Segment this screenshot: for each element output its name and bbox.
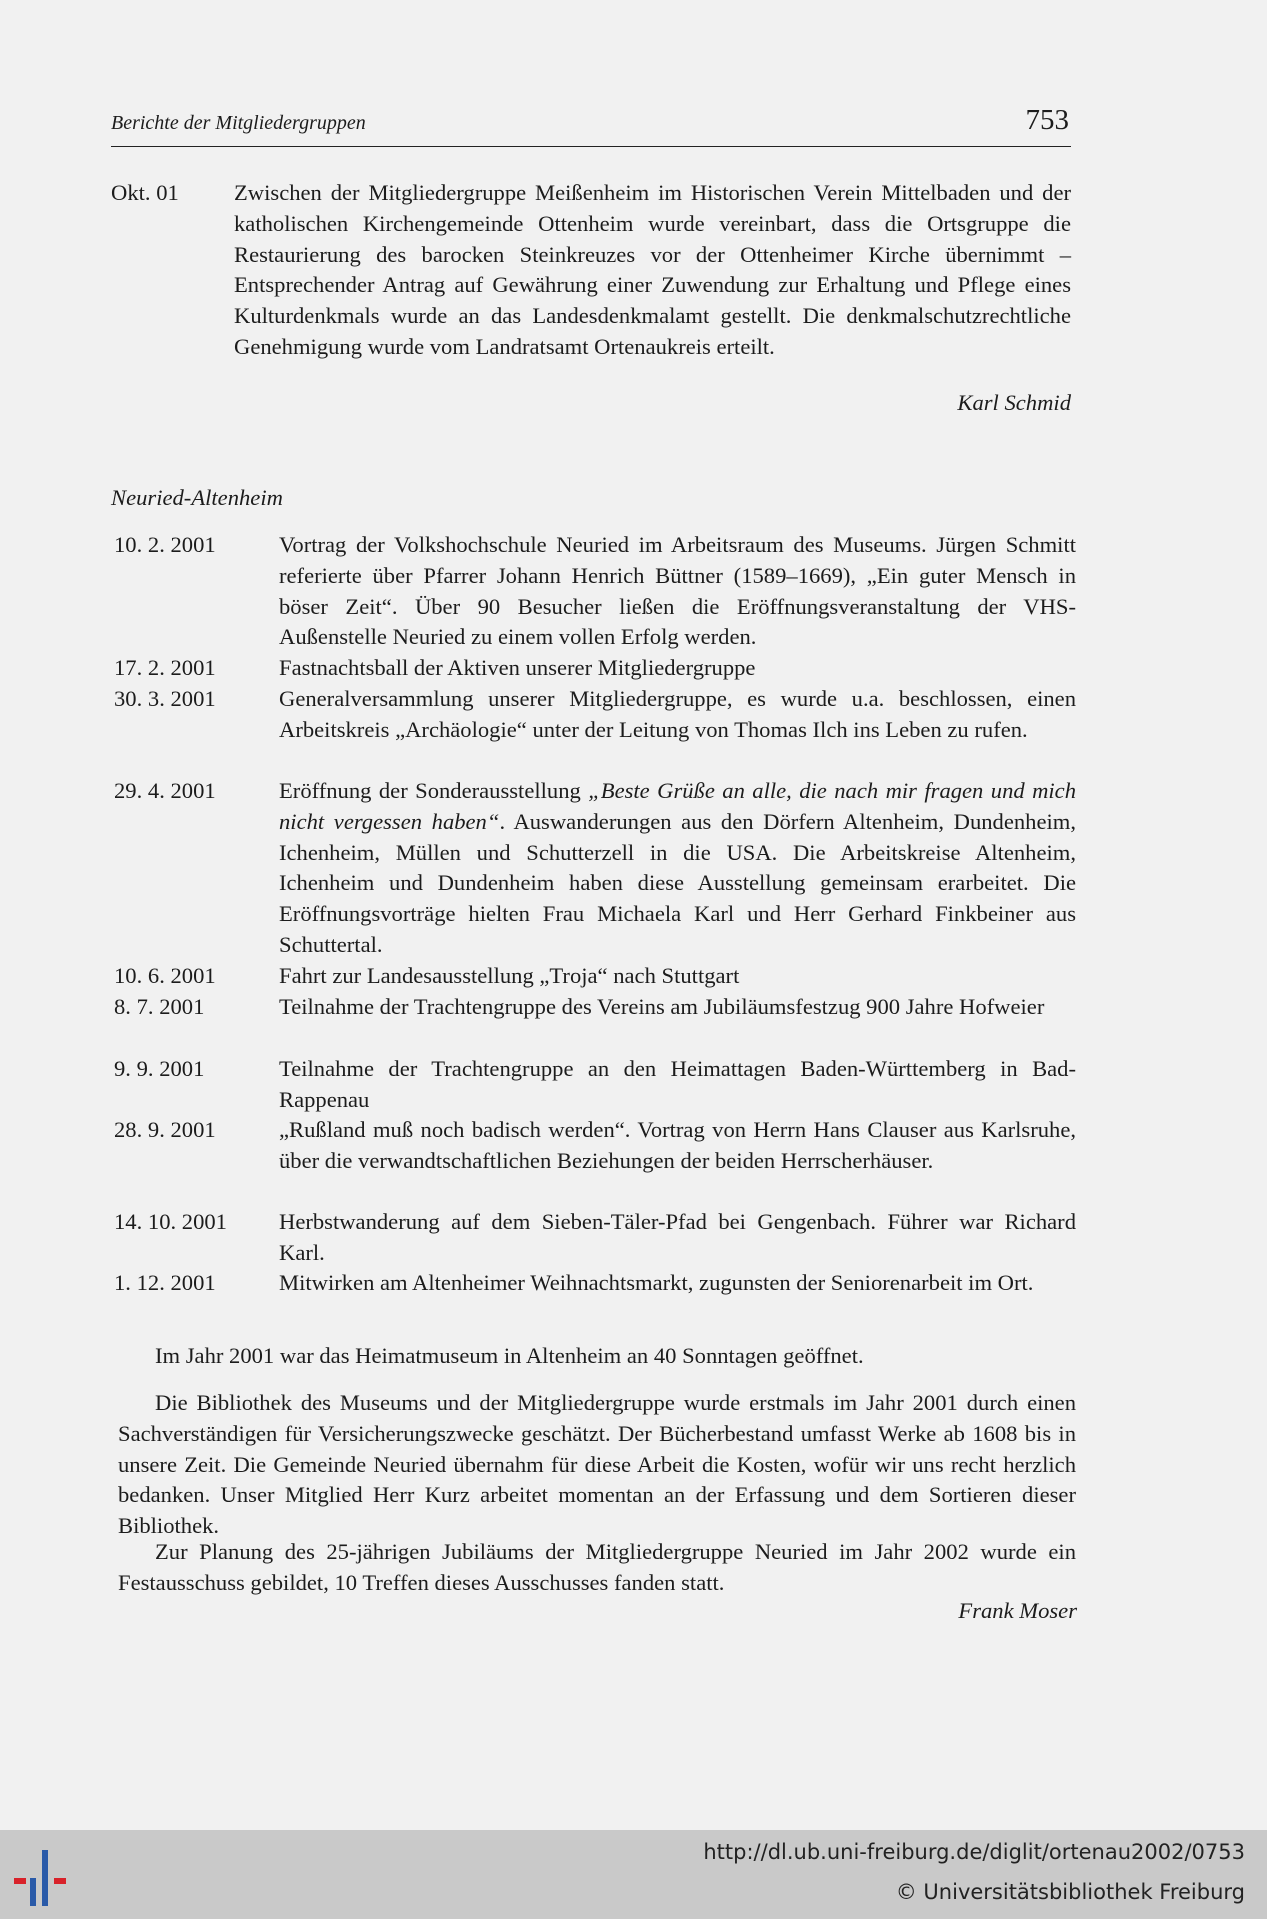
paragraph-library: Die Bibliothek des Museums und der Mitgliedergruppe wurde erstmals im Jahr 2001 durch einen Sachverständigen für Versicherungszwecke geschätzt. Der Bücherbestand umfasst Werke ab 1608 bis in unsere Zeit. Die Gemeinde Neuried übernahm für diese Arbeit die Kosten, wofür wir uns recht herzlich bedanken. Unser Mitglied Herr Kurz arbeitet momentan an der Erfassung und dem Sortieren dieser Bibliothek. xyxy=(118,1390,1076,1539)
viewer-footer xyxy=(0,1830,1267,1919)
entry-text: „Rußland muß noch badisch werden“. Vortrag von Herrn Hans Clauser aus Karlsruhe, über die verwandtschaftlichen Beziehungen der beiden Herrscherhäuser. xyxy=(279,1117,1076,1173)
entry-date: 28. 9. 2001 xyxy=(114,1117,216,1142)
entry-date: Okt. 01 xyxy=(111,180,179,205)
entry-8 xyxy=(114,1115,1076,1177)
copyright-notice: © Universitätsbibliothek Freiburg xyxy=(895,1880,1245,1904)
exhibition-title: „Beste Grüße an alle, die nach mir fragen und mich nicht vergessen haben“ xyxy=(279,778,1076,834)
entry-date: 9. 9. 2001 xyxy=(114,1056,205,1081)
entry-text: Mitwirken am Altenheimer Weihnachtsmarkt, zugunsten der Seniorenarbeit im Ort. xyxy=(279,1270,1034,1295)
entry-date: 8. 7. 2001 xyxy=(114,994,205,1019)
entry-text-part: . Auswanderungen aus den Dörfern Altenheim, Dundenheim, Ichenheim, Müllen und Schutterzell in die USA. Die Arbeitskreise Altenheim, Ichenheim und Dundenheim haben diese Ausstellung gemeinsam erarbeitet. Die Eröffnungsvorträge hielten Frau Michaela Karl und Herr Gerhard Finkbeiner aus Schuttertal. xyxy=(279,808,1076,957)
entry-text xyxy=(279,776,1076,961)
entry-date: 30. 3. 2001 xyxy=(114,686,216,711)
entry-date: 10. 6. 2001 xyxy=(114,963,216,988)
page-number: 753 xyxy=(1025,104,1069,136)
entry-9 xyxy=(114,1207,1076,1269)
entry-3 xyxy=(114,684,1076,746)
entry-date: 10. 2. 2001 xyxy=(114,532,216,557)
entry-2 xyxy=(114,653,1076,684)
entry-date: 29. 4. 2001 xyxy=(114,778,216,803)
university-library-logo xyxy=(14,1844,84,1908)
entry-date: 14. 10. 2001 xyxy=(114,1209,227,1234)
entry-date: 17. 2. 2001 xyxy=(114,655,216,680)
entry-text: Fahrt zur Landesausstellung „Troja“ nach Stuttgart xyxy=(279,963,740,988)
entry-5 xyxy=(114,961,1076,992)
entry-okt-01 xyxy=(111,178,1071,363)
entry-7 xyxy=(114,1054,1076,1116)
entry-text: Vortrag der Volkshochschule Neuried im Arbeitsraum des Museums. Jürgen Schmitt referierte über Pfarrer Johann Henrich Büttner (1589–1669), „Ein guter Mensch in böser Zeit“. Über 90 Besucher ließen die Eröffnungsveranstaltung der VHS-Außenstelle Neuried zu einem vollen Erfolg werden. xyxy=(279,532,1076,650)
paragraph-opening-days: Im Jahr 2001 war das Heimatmuseum in Altenheim an 40 Sonntagen geöffnet. xyxy=(155,1343,864,1368)
running-header xyxy=(111,104,1071,147)
entry-1 xyxy=(114,530,1076,653)
entry-6 xyxy=(114,992,1076,1023)
author-signature: Frank Moser xyxy=(958,1598,1077,1623)
author-signature: Karl Schmid xyxy=(957,390,1071,415)
entry-text: Teilnahme der Trachtengruppe des Vereins am Jubiläumsfestzug 900 Jahre Hofweier xyxy=(279,994,1045,1019)
entry-text: Herbstwanderung auf dem Sieben-Täler-Pfad bei Gengenbach. Führer war Richard Karl. xyxy=(279,1209,1076,1265)
entry-10 xyxy=(114,1268,1076,1299)
entry-date: 1. 12. 2001 xyxy=(114,1270,216,1295)
entry-text: Generalversammlung unserer Mitgliedergruppe, es wurde u.a. beschlossen, einen Arbeitskreis „Archäologie“ unter der Leitung von Thomas Ilch ins Leben zu rufen. xyxy=(279,686,1076,742)
entry-text: Teilnahme der Trachtengruppe an den Heimattagen Baden-Württemberg in Bad-Rappenau xyxy=(279,1056,1076,1112)
paragraph-jubilee: Zur Planung des 25-jährigen Jubiläums der Mitgliedergruppe Neuried im Jahr 2002 wurde ein Festausschuss gebildet, 10 Treffen dieses Ausschusses fanden statt. xyxy=(118,1539,1076,1595)
entry-text: Fastnachtsball der Aktiven unserer Mitgliedergruppe xyxy=(279,655,756,680)
document-url-link[interactable]: http://dl.ub.uni-freiburg.de/diglit/ortenau2002/0753 xyxy=(703,1840,1245,1864)
entry-text-part: Eröffnung der Sonderausstellung xyxy=(279,778,589,803)
running-title: Berichte der Mitgliedergruppen xyxy=(111,112,366,134)
entry-4 xyxy=(114,776,1076,961)
section-title: Neuried-Altenheim xyxy=(111,485,283,510)
entry-text: Zwischen der Mitgliedergruppe Meißenheim im Historischen Verein Mittelbaden und der katholischen Kirchengemeinde Ottenheim wurde vereinbart, dass die Ortsgruppe die Restaurierung des barocken Steinkreuzes vor der Ottenheimer Kirche übernimmt – Entsprechender Antrag auf Gewährung einer Zuwendung zur Erhaltung und Pflege eines Kulturdenkmals wurde an das Landesdenkmalamt gestellt. Die denkmalschutzrechtliche Genehmigung wurde vom Landratsamt Ortenaukreis erteilt. xyxy=(234,180,1071,359)
